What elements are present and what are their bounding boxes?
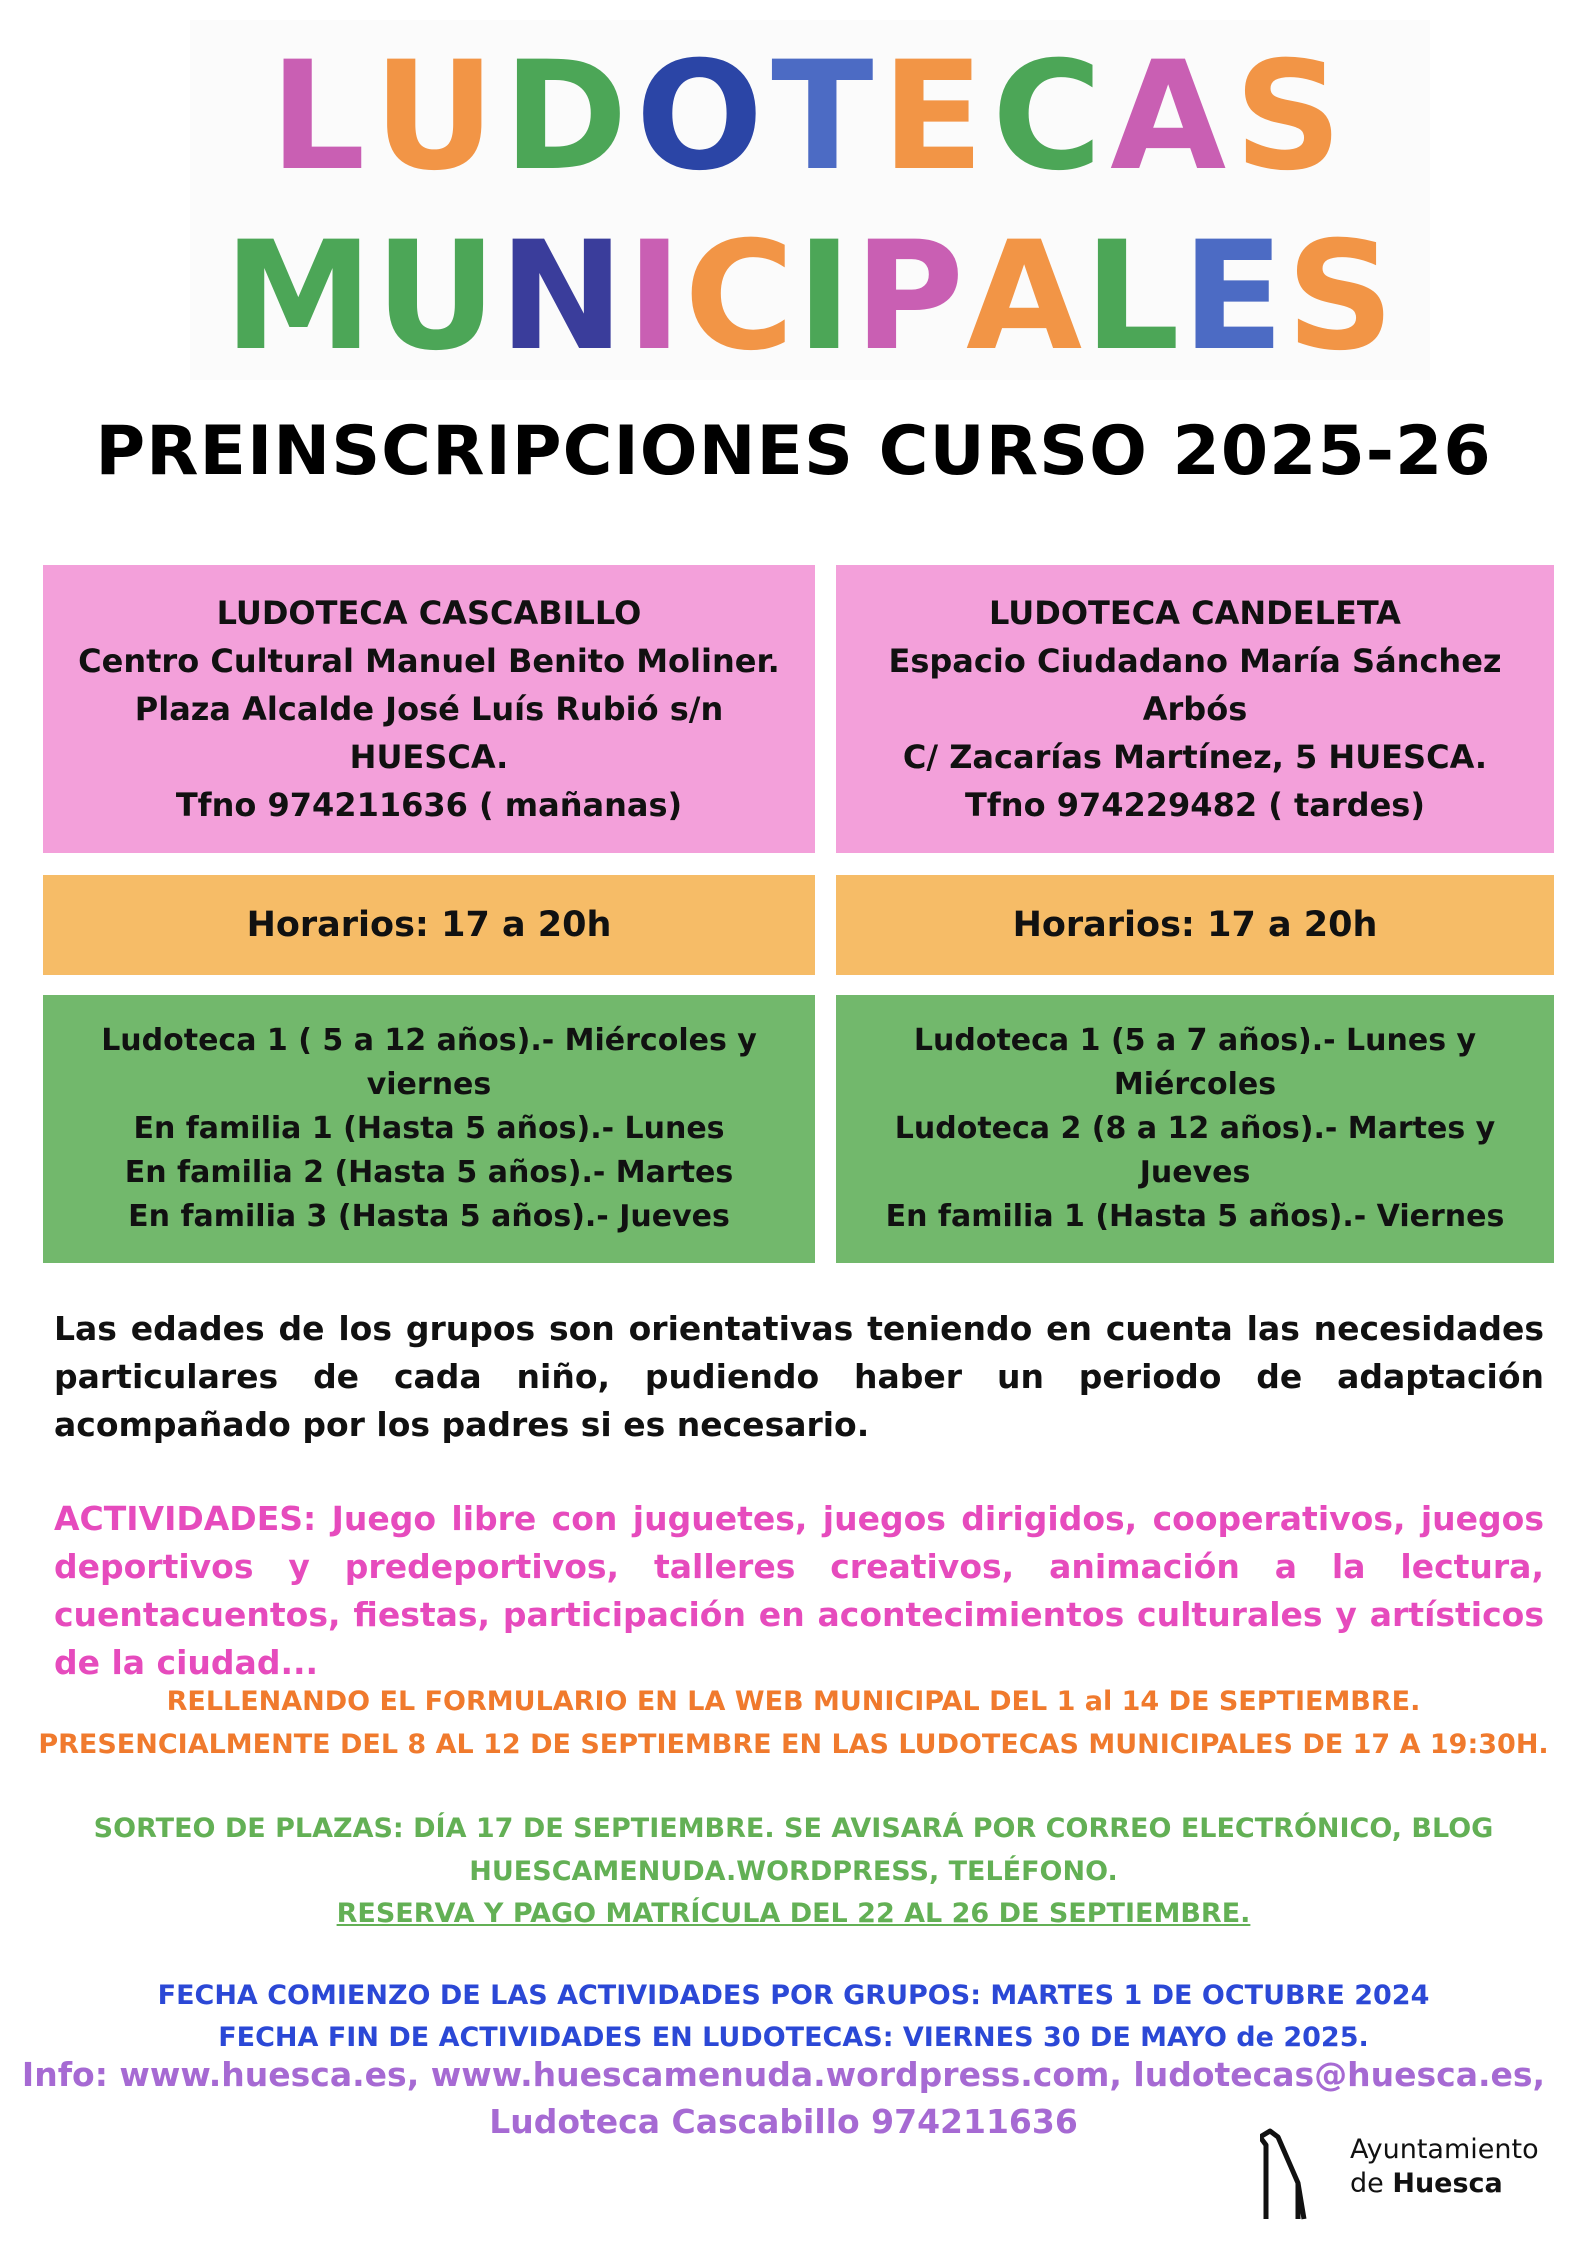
group-item: En familia 1 (Hasta 5 años).- Lunes [133, 1111, 725, 1146]
title-letter: C [992, 30, 1111, 204]
draw-line-1: SORTEO DE PLAZAS: DÍA 17 DE SEPTIEMBRE. SE AVISARÁ POR CORREO ELECTRÓNICO, BLOG [93, 1813, 1494, 1844]
logo-line-2 [1350, 2167, 1539, 2201]
horse-logo-icon [1260, 2127, 1310, 2222]
title-letter: A [966, 210, 1085, 384]
candeleta-name: LUDOTECA CANDELETA [989, 594, 1401, 632]
start-date: FECHA COMIENZO DE LAS ACTIVIDADES POR GRUPOS: MARTES 1 DE OCTUBRE 2024 [157, 1980, 1430, 2011]
logo-line-1: Ayuntamiento [1350, 2134, 1539, 2165]
registration-in-person: PRESENCIALMENTE DEL 8 AL 12 DE SEPTIEMBRE EN LAS LUDOTECAS MUNICIPALES DE 17 A 19:30H. [38, 1729, 1549, 1760]
title-letter: N [498, 210, 627, 384]
title-letter: D [503, 30, 636, 204]
cascabillo-info-box [43, 565, 815, 853]
title-letter: M [223, 210, 376, 384]
logo-city: Huesca [1392, 2168, 1503, 2199]
title-letter: I [796, 210, 855, 384]
title-letter: U [375, 210, 499, 384]
title-letter: O [635, 30, 772, 204]
cascabillo-phone: Tfno 974211636 ( mañanas) [175, 786, 683, 824]
title-letter: L [1084, 210, 1182, 384]
candeleta-center: Espacio Ciudadano María Sánchez [888, 642, 1502, 680]
title-letter: C [684, 210, 797, 384]
ayuntamiento-logo [1260, 2125, 1560, 2225]
title-letter: P [854, 210, 967, 384]
candeleta-phone: Tfno 974229482 ( tardes) [965, 786, 1425, 824]
cascabillo-city: HUESCA. [349, 738, 509, 776]
group-item: Ludoteca 1 ( 5 a 12 años).- Miércoles y viernes [101, 1023, 757, 1102]
group-item: Ludoteca 1 (5 a 7 años).- Lunes y Miércoles [913, 1023, 1477, 1102]
candeleta-hours: Horarios: 17 a 20h [836, 875, 1554, 975]
cascabillo-name: LUDOTECA CASCABILLO [216, 594, 642, 632]
cascabillo-address: Plaza Alcalde José Luís Rubió s/n [134, 690, 724, 728]
title-letter: E [881, 30, 992, 204]
title-letter: I [626, 210, 685, 384]
title-letter: A [1110, 30, 1235, 204]
logo-text [1350, 2133, 1539, 2201]
title-letter: S [1286, 210, 1397, 384]
group-item: En familia 3 (Hasta 5 años).- Jueves [128, 1199, 730, 1234]
candeleta-info-box [836, 565, 1554, 853]
draw-line-2: HUESCAMENUDA.WORDPRESS, TELÉFONO. [469, 1856, 1118, 1887]
title-ludotecas [190, 30, 1430, 204]
registration-online: RELLENANDO EL FORMULARIO EN LA WEB MUNICIPAL DEL 1 al 14 DE SEPTIEMBRE. [166, 1686, 1421, 1717]
reservation-line: RESERVA Y PAGO MATRÍCULA DEL 22 AL 26 DE SEPTIEMBRE. [336, 1898, 1251, 1929]
candeleta-groups [836, 995, 1554, 1263]
group-item: En familia 2 (Hasta 5 años).- Martes [124, 1155, 734, 1190]
end-date: FECHA FIN DE ACTIVIDADES EN LUDOTECAS: VIERNES 30 DE MAYO de 2025. [218, 2022, 1369, 2053]
cascabillo-groups [43, 995, 815, 1263]
candeleta-address: C/ Zacarías Martínez, 5 HUESCA. [902, 738, 1488, 776]
group-item: En familia 1 (Hasta 5 años).- Viernes [885, 1199, 1505, 1234]
age-note: Las edades de los grupos son orientativas teniendo en cuenta las necesidades particulares de cada niño, pudiendo haber un periodo de adaptación acompañado por los padres si es necesario. [54, 1309, 1544, 1444]
title-letter: T [771, 30, 882, 204]
info-links: Info: www.huesca.es, www.huescamenuda.wordpress.com, ludotecas@huesca.es, [21, 2055, 1546, 2094]
cascabillo-hours: Horarios: 17 a 20h [43, 875, 815, 975]
title-banner [190, 20, 1430, 384]
page-subtitle: PREINSCRIPCIONES CURSO 2025-26 [95, 412, 1492, 491]
group-item: Ludoteca 2 (8 a 12 años).- Martes y Jueves [894, 1111, 1496, 1190]
cascabillo-center: Centro Cultural Manuel Benito Moliner. [78, 642, 780, 680]
info-phone: Ludoteca Cascabillo 974211636 [489, 2102, 1078, 2141]
title-letter: S [1234, 30, 1351, 204]
logo-prefix: de [1350, 2168, 1393, 2199]
title-municipales [190, 210, 1430, 384]
title-letter: U [373, 30, 504, 204]
title-letter: E [1181, 210, 1287, 384]
title-letter: L [269, 30, 374, 204]
activities-text: ACTIVIDADES: Juego libre con juguetes, juegos dirigidos, cooperativos, juegos deportivos y predeportivos, talleres creativos, animación a la lectura, cuentacuentos, fiestas, participación en acontecimientos culturales y artísticos de la ciudad... [54, 1499, 1544, 1682]
candeleta-center-cont: Arbós [1142, 690, 1248, 728]
